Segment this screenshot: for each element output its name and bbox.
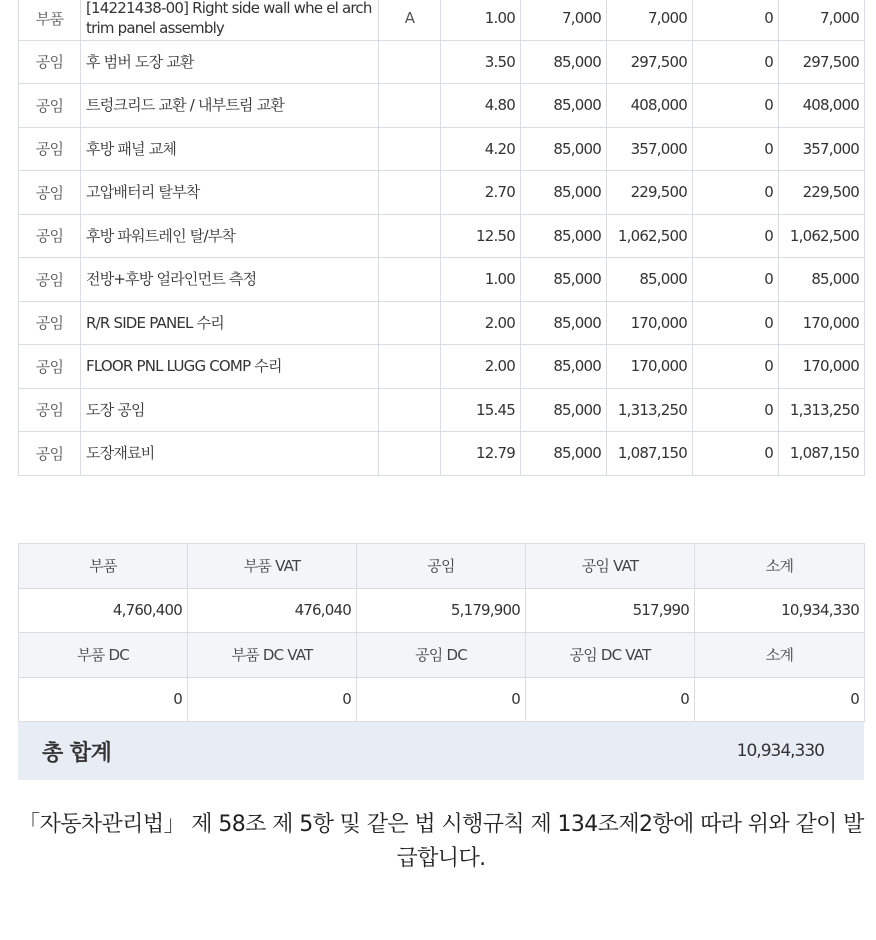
item-code: [379, 127, 441, 171]
table-row: [19, 214, 865, 258]
item-total: 7,000: [779, 0, 865, 40]
summary-header-labor-dc: 공임 DC: [357, 633, 526, 678]
estimate-items-table: [18, 0, 865, 476]
summary-value-parts: 4,760,400: [19, 588, 188, 633]
summary-header-labor-vat: 공임 VAT: [526, 544, 695, 589]
item-amount: 408,000: [607, 84, 693, 128]
item-total: 229,500: [779, 171, 865, 215]
item-code: [379, 258, 441, 302]
item-code: [379, 388, 441, 432]
summary-table: [18, 543, 865, 722]
summary-value-parts-dc-vat: 0: [188, 677, 357, 722]
item-name: R/R SIDE PANEL 수리: [81, 301, 379, 345]
item-type: 공임: [19, 258, 81, 302]
item-total: 1,087,150: [779, 432, 865, 476]
item-amount: 170,000: [607, 301, 693, 345]
item-total: 297,500: [779, 40, 865, 84]
item-unit-price: 85,000: [521, 301, 607, 345]
item-quantity: 1.00: [441, 0, 521, 40]
item-discount: 0: [693, 345, 779, 389]
summary-header-labor: 공임: [357, 544, 526, 589]
item-quantity: 1.00: [441, 258, 521, 302]
summary-header-row-2: [19, 633, 865, 678]
item-code: A: [379, 0, 441, 40]
table-row: [19, 84, 865, 128]
item-code: [379, 301, 441, 345]
item-name: FLOOR PNL LUGG COMP 수리: [81, 345, 379, 389]
item-total: 170,000: [779, 345, 865, 389]
item-discount: 0: [693, 84, 779, 128]
summary-value-labor-dc: 0: [357, 677, 526, 722]
item-amount: 357,000: [607, 127, 693, 171]
item-amount: 229,500: [607, 171, 693, 215]
item-quantity: 15.45: [441, 388, 521, 432]
summary-header-parts: 부품: [19, 544, 188, 589]
table-row: [19, 432, 865, 476]
summary-value-parts-vat: 476,040: [188, 588, 357, 633]
item-name: 트렁크리드 교환 / 내부트림 교환: [81, 84, 379, 128]
table-row: [19, 0, 865, 40]
grand-total-label: 총 합계: [42, 740, 112, 766]
item-type: 공임: [19, 388, 81, 432]
item-type: 공임: [19, 432, 81, 476]
grand-total-bar: [18, 722, 864, 780]
item-code: [379, 345, 441, 389]
table-row: [19, 388, 865, 432]
item-total: 170,000: [779, 301, 865, 345]
item-discount: 0: [693, 214, 779, 258]
item-total: 1,062,500: [779, 214, 865, 258]
item-amount: 85,000: [607, 258, 693, 302]
item-code: [379, 171, 441, 215]
items-body: [19, 0, 865, 475]
item-quantity: 4.20: [441, 127, 521, 171]
item-unit-price: 85,000: [521, 127, 607, 171]
item-name: 도장재료비: [81, 432, 379, 476]
item-total: 408,000: [779, 84, 865, 128]
item-name: 전방+후방 얼라인먼트 측정: [81, 258, 379, 302]
item-type: 공임: [19, 127, 81, 171]
summary-header-subtotal: 소계: [695, 544, 865, 589]
item-discount: 0: [693, 301, 779, 345]
item-unit-price: 85,000: [521, 171, 607, 215]
table-row: [19, 301, 865, 345]
table-row: [19, 171, 865, 215]
legal-notice: 「자동차관리법」 제 58조 제 5항 및 같은 법 시행규칙 제 134조제2항에 따라 위와 같이 발급합니다.: [18, 812, 864, 871]
item-code: [379, 432, 441, 476]
summary-value-labor: 5,179,900: [357, 588, 526, 633]
item-unit-price: 85,000: [521, 345, 607, 389]
item-discount: 0: [693, 127, 779, 171]
summary-header-dc-subtotal: 소계: [695, 633, 865, 678]
item-type: 공임: [19, 40, 81, 84]
item-unit-price: 7,000: [521, 0, 607, 40]
table-row: [19, 40, 865, 84]
item-code: [379, 84, 441, 128]
summary-value-dc-subtotal: 0: [695, 677, 865, 722]
item-quantity: 2.70: [441, 171, 521, 215]
item-amount: 7,000: [607, 0, 693, 40]
summary-value-row-2: [19, 677, 865, 722]
item-name: [14221438-00] Right side wall whe el arch trim panel assembly: [81, 0, 379, 40]
item-unit-price: 85,000: [521, 388, 607, 432]
item-total: 1,313,250: [779, 388, 865, 432]
item-unit-price: 85,000: [521, 432, 607, 476]
summary-value-subtotal: 10,934,330: [695, 588, 865, 633]
item-amount: 1,313,250: [607, 388, 693, 432]
item-quantity: 2.00: [441, 301, 521, 345]
summary-header-parts-dc-vat: 부품 DC VAT: [188, 633, 357, 678]
item-total: 85,000: [779, 258, 865, 302]
item-type: 공임: [19, 214, 81, 258]
table-row: [19, 345, 865, 389]
item-name: 후 범버 도장 교환: [81, 40, 379, 84]
item-discount: 0: [693, 432, 779, 476]
item-discount: 0: [693, 40, 779, 84]
item-quantity: 12.79: [441, 432, 521, 476]
item-name: 후방 파워트레인 탈/부착: [81, 214, 379, 258]
item-amount: 170,000: [607, 345, 693, 389]
summary-value-row-1: [19, 588, 865, 633]
item-type: 공임: [19, 345, 81, 389]
item-type: 공임: [19, 301, 81, 345]
item-unit-price: 85,000: [521, 214, 607, 258]
item-discount: 0: [693, 0, 779, 40]
summary-header-labor-dc-vat: 공임 DC VAT: [526, 633, 695, 678]
item-quantity: 4.80: [441, 84, 521, 128]
summary-header-parts-dc: 부품 DC: [19, 633, 188, 678]
summary-value-labor-vat: 517,990: [526, 588, 695, 633]
item-quantity: 3.50: [441, 40, 521, 84]
item-total: 357,000: [779, 127, 865, 171]
item-amount: 1,062,500: [607, 214, 693, 258]
table-row: [19, 127, 865, 171]
item-quantity: 12.50: [441, 214, 521, 258]
item-quantity: 2.00: [441, 345, 521, 389]
item-name: 도장 공임: [81, 388, 379, 432]
grand-total-amount: 10,934,330: [736, 741, 824, 761]
item-amount: 1,087,150: [607, 432, 693, 476]
item-name: 고압배터리 탈부착: [81, 171, 379, 215]
item-type: 공임: [19, 171, 81, 215]
summary-value-parts-dc: 0: [19, 677, 188, 722]
item-unit-price: 85,000: [521, 258, 607, 302]
summary-header-row-1: [19, 544, 865, 589]
item-discount: 0: [693, 258, 779, 302]
item-code: [379, 214, 441, 258]
item-name: 후방 패널 교체: [81, 127, 379, 171]
item-code: [379, 40, 441, 84]
item-unit-price: 85,000: [521, 84, 607, 128]
item-unit-price: 85,000: [521, 40, 607, 84]
table-row: [19, 258, 865, 302]
summary-value-labor-dc-vat: 0: [526, 677, 695, 722]
item-amount: 297,500: [607, 40, 693, 84]
item-type: 공임: [19, 84, 81, 128]
summary-header-parts-vat: 부품 VAT: [188, 544, 357, 589]
item-discount: 0: [693, 388, 779, 432]
item-discount: 0: [693, 171, 779, 215]
item-type: 부품: [19, 0, 81, 40]
